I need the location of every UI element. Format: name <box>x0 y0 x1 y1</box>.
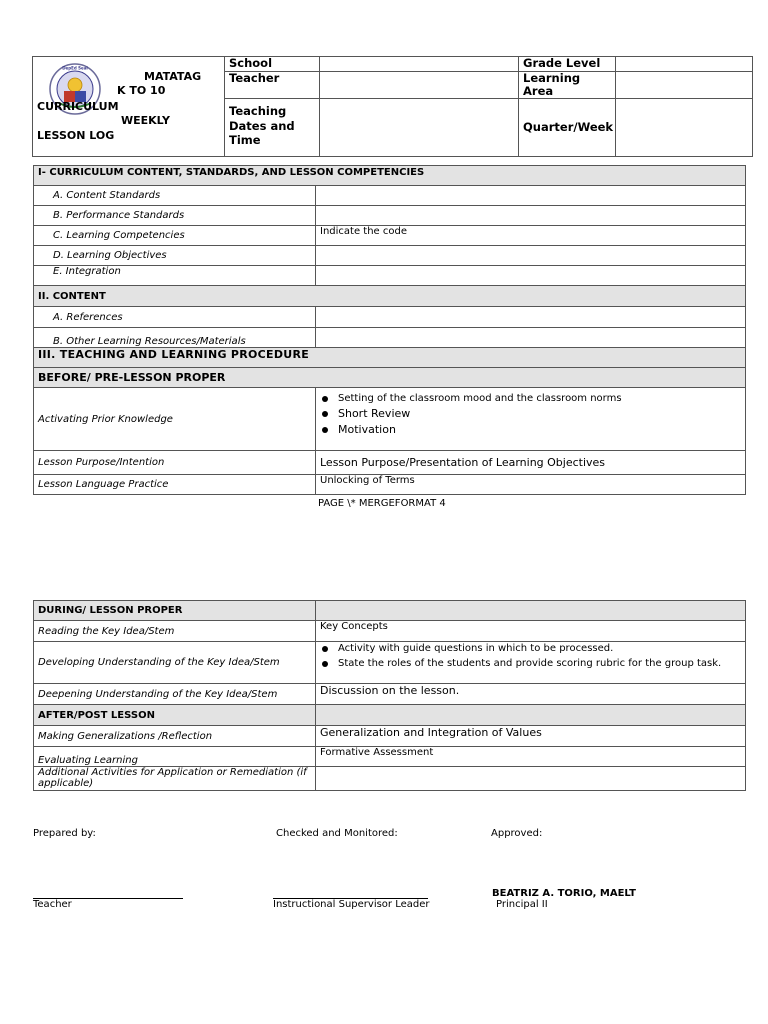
evaluating-learning-value[interactable]: Formative Assessment <box>316 747 746 767</box>
deepening-understanding-value[interactable]: Discussion on the lesson. <box>316 684 746 705</box>
prepared-by-label: Prepared by: <box>33 828 96 839</box>
svg-text:DepEd Seal: DepEd Seal <box>62 65 88 71</box>
lesson-language-value[interactable]: Unlocking of Terms <box>316 475 746 495</box>
section1-heading: I- CURRICULUM CONTENT, STANDARDS, AND LESSON COMPETENCIES <box>34 166 746 186</box>
bullet-icon <box>322 661 328 667</box>
principal-role: Principal II <box>496 899 548 910</box>
title-line-4: WEEKLY <box>121 114 170 127</box>
references-label: A. References <box>34 307 316 328</box>
grade-level-label: Grade Level <box>519 57 616 72</box>
after-lesson-heading: AFTER/POST LESSON <box>34 705 316 726</box>
list-item: Setting of the classroom mood and the classroom norms <box>320 393 741 404</box>
performance-standards-label: B. Performance Standards <box>34 206 316 226</box>
list-item: Motivation <box>320 423 741 436</box>
teacher-value[interactable] <box>320 72 519 99</box>
before-lesson-heading: BEFORE/ PRE-LESSON PROPER <box>34 368 746 388</box>
learning-competencies-value[interactable]: Indicate the code <box>316 226 746 246</box>
lesson-proper-table <box>33 600 746 791</box>
activating-prior-knowledge-value <box>316 388 746 451</box>
references-value[interactable] <box>316 307 746 328</box>
performance-standards-value[interactable] <box>316 206 746 226</box>
lesson-language-label: Lesson Language Practice <box>34 475 316 495</box>
bullet-icon <box>322 396 328 402</box>
teacher-role: Teacher <box>33 899 72 910</box>
content-standards-value[interactable] <box>316 186 746 206</box>
grade-level-value[interactable] <box>616 57 753 72</box>
integration-value[interactable] <box>316 266 746 286</box>
activating-prior-knowledge-label: Activating Prior Knowledge <box>34 388 316 451</box>
school-value[interactable] <box>320 57 519 72</box>
page-footer: PAGE \* MERGEFORMAT 4 <box>318 498 446 509</box>
quarter-week-label: Quarter/Week <box>519 99 616 157</box>
bullet-icon <box>322 646 328 652</box>
lesson-purpose-value[interactable]: Lesson Purpose/Presentation of Learning Objectives <box>316 451 746 475</box>
other-resources-value[interactable] <box>316 328 746 348</box>
list-item: Short Review <box>320 407 741 420</box>
list-item: State the roles of the students and provide scoring rubric for the group task. <box>320 658 741 669</box>
evaluating-learning-label: Evaluating Learning <box>34 747 316 767</box>
during-lesson-heading: DURING/ LESSON PROPER <box>34 601 316 621</box>
learning-competencies-label: C. Learning Competencies <box>34 226 316 246</box>
section2-heading: II. CONTENT <box>34 286 746 307</box>
list-item: Activity with guide questions in which to be processed. <box>320 643 741 654</box>
school-label: School <box>225 57 320 72</box>
title-line-2: K TO 10 <box>117 84 166 97</box>
supervisor-role: Instructional Supervisor Leader <box>273 899 430 910</box>
teaching-dates-label: Teaching Dates and Time <box>225 99 320 157</box>
learning-objectives-label: D. Learning Objectives <box>34 246 316 266</box>
generalization-value[interactable]: Generalization and Integration of Values <box>316 726 746 747</box>
additional-activities-label: Additional Activities for Application or Remediation (if applicable) <box>34 767 316 791</box>
bullet-icon <box>322 427 328 433</box>
principal-name: BEATRIZ A. TORIO, MAELT <box>492 888 636 899</box>
learning-area-label: Learning Area <box>519 72 616 99</box>
developing-understanding-value <box>316 642 746 684</box>
reading-key-idea-value[interactable]: Key Concepts <box>316 621 746 642</box>
header-table <box>32 56 753 157</box>
reading-key-idea-label: Reading the Key Idea/Stem <box>34 621 316 642</box>
deepening-understanding-label: Deepening Understanding of the Key Idea/Stem <box>34 684 316 705</box>
teaching-dates-value[interactable] <box>320 99 519 157</box>
title-line-5: LESSON LOG <box>37 129 115 142</box>
bullet-icon <box>322 411 328 417</box>
lesson-log-table <box>33 165 746 495</box>
content-standards-label: A. Content Standards <box>34 186 316 206</box>
lesson-purpose-label: Lesson Purpose/Intention <box>34 451 316 475</box>
quarter-week-value[interactable] <box>616 99 753 157</box>
generalization-label: Making Generalizations /Reflection <box>34 726 316 747</box>
title-line-3: CURRICULUM <box>37 100 119 113</box>
additional-activities-value[interactable] <box>316 767 746 791</box>
developing-understanding-label: Developing Understanding of the Key Idea/Stem <box>34 642 316 684</box>
learning-objectives-value[interactable] <box>316 246 746 266</box>
teacher-label: Teacher <box>225 72 320 99</box>
title-cell <box>33 57 225 157</box>
approved-label: Approved: <box>491 828 543 839</box>
title-line-1: MATATAG <box>144 70 202 83</box>
other-resources-label: B. Other Learning Resources/Materials <box>34 328 316 348</box>
checked-by-label: Checked and Monitored: <box>276 828 398 839</box>
section3-heading: III. TEACHING AND LEARNING PROCEDURE <box>34 348 746 368</box>
learning-area-value[interactable] <box>616 72 753 99</box>
integration-label: E. Integration <box>34 266 316 286</box>
